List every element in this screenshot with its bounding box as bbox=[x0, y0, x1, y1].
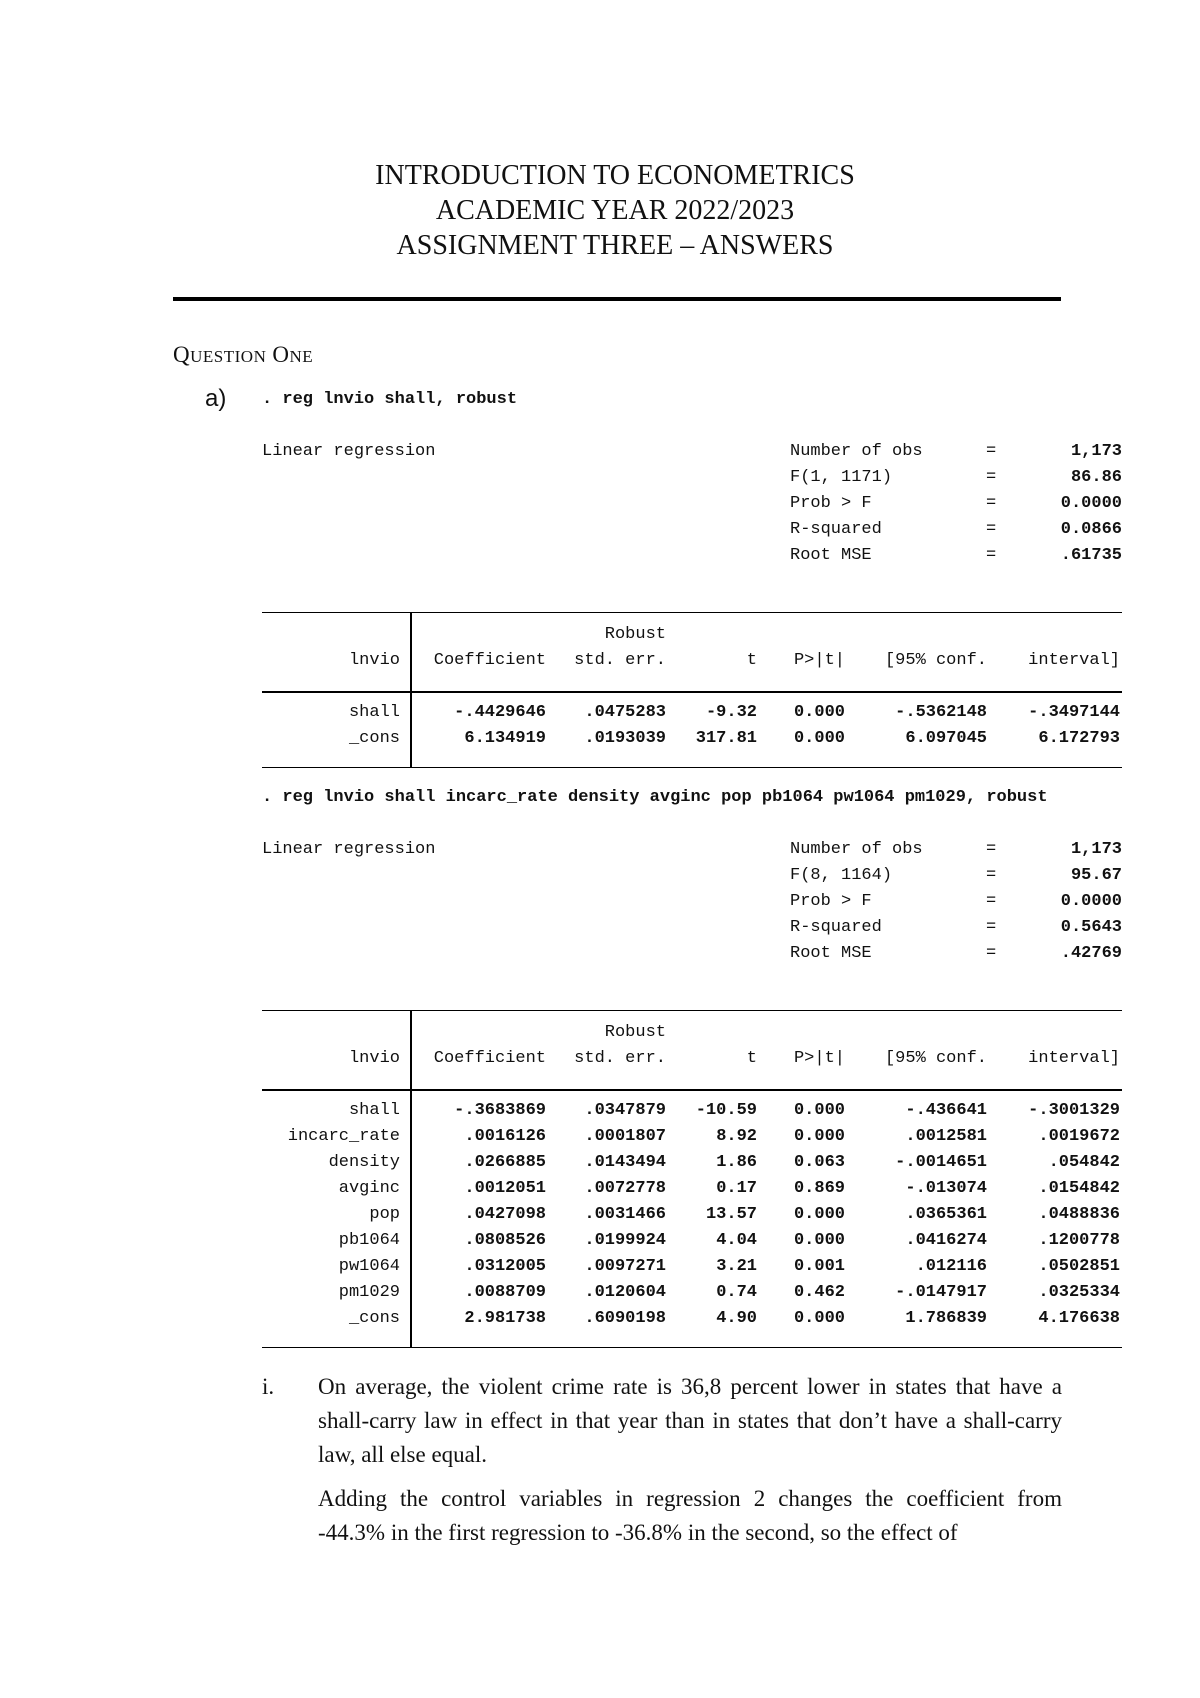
stat-row: Number of obs = 1,173 bbox=[790, 442, 1122, 461]
table-row: shall -.4429646 .0475283 -9.32 0.000 -.5362148 -.3497144 bbox=[348, 703, 1120, 722]
model-label: Linear regression bbox=[262, 840, 436, 859]
answer-paragraph: Adding the control variables in regression 2 changes the coefficient from -44.3% in the first regression to -36.8% in the second, so the effect of bbox=[318, 1486, 1062, 1545]
course-title: INTRODUCTION TO ECONOMETRICS bbox=[375, 160, 855, 191]
table-row: avginc .0012051 .0072778 0.17 0.869 -.013074 .0154842 bbox=[338, 1179, 1120, 1198]
table-header-row: Robust bbox=[604, 1023, 666, 1042]
question-heading: QUESTION ONE bbox=[173, 342, 314, 367]
table-header-row: lnvio Coefficient std. err. t P>|t| [95% conf. interval] bbox=[348, 1049, 1120, 1068]
stat-row: R-squared = 0.0866 bbox=[790, 520, 1122, 539]
table-row: density .0266885 .0143494 1.86 0.063 -.0014651 .054842 bbox=[328, 1153, 1120, 1172]
answer-item bbox=[262, 1370, 1062, 1550]
table-row: shall -.3683869 .0347879 -10.59 0.000 -.436641 -.3001329 bbox=[348, 1101, 1120, 1120]
stat-row: Prob > F = 0.0000 bbox=[790, 892, 1122, 911]
table-row: pb1064 .0808526 .0199924 4.04 0.000 .0416274 .1200778 bbox=[338, 1231, 1120, 1250]
answer-list bbox=[262, 1370, 1062, 1560]
stat-row: R-squared = 0.5643 bbox=[790, 918, 1122, 937]
regression-table bbox=[262, 612, 1122, 768]
table-row: incarc_rate .0016126 .0001807 8.92 0.000 .0012581 .0019672 bbox=[287, 1127, 1120, 1146]
regression-command: . reg lnvio shall, robust bbox=[262, 390, 518, 409]
academic-year: ACADEMIC YEAR 2022/2023 bbox=[435, 195, 795, 226]
stat-row: Prob > F = 0.0000 bbox=[790, 494, 1122, 513]
table-header-row: Robust bbox=[604, 625, 666, 644]
stat-row: Number of obs = 1,173 bbox=[790, 840, 1122, 859]
title-divider bbox=[173, 297, 1061, 301]
table-row: pop .0427098 .0031466 13.57 0.000 .0365361 .0488836 bbox=[369, 1205, 1120, 1224]
table-divider bbox=[262, 691, 1122, 693]
table-row: pw1064 .0312005 .0097271 3.21 0.001 .012116 .0502851 bbox=[338, 1257, 1120, 1276]
model-stats bbox=[790, 442, 1122, 572]
stat-row: F(1, 1171) = 86.86 bbox=[790, 468, 1122, 487]
item-numeral: i. bbox=[262, 1374, 275, 1399]
answer-paragraph: On average, the violent crime rate is 36,8 percent lower in states that have a shall-carry law in effect in that year than in states that don’t have a shall-carry law, all else equal. bbox=[318, 1374, 1062, 1467]
model-stats bbox=[790, 840, 1122, 970]
stat-row: Root MSE = .61735 bbox=[790, 546, 1122, 565]
table-divider bbox=[262, 1089, 1122, 1091]
table-row: pm1029 .0088709 .0120604 0.74 0.462 -.0147917 .0325334 bbox=[338, 1283, 1120, 1302]
stat-row: Root MSE = .42769 bbox=[790, 944, 1122, 963]
part-label: a) bbox=[205, 385, 227, 412]
stat-row: F(8, 1164) = 95.67 bbox=[790, 866, 1122, 885]
assignment-title: ASSIGNMENT THREE – ANSWERS bbox=[396, 230, 834, 261]
regression-command: . reg lnvio shall incarc_rate density avginc pop pb1064 pw1064 pm1029, robust bbox=[262, 788, 1048, 807]
table-row: _cons 2.981738 .6090198 4.90 0.000 1.786839 4.176638 bbox=[348, 1309, 1120, 1328]
table-header-row: lnvio Coefficient std. err. t P>|t| [95% conf. interval] bbox=[348, 651, 1120, 670]
regression-table bbox=[262, 1010, 1122, 1348]
model-label: Linear regression bbox=[262, 442, 436, 461]
document-title bbox=[0, 158, 1200, 263]
table-row: _cons 6.134919 .0193039 317.81 0.000 6.097045 6.172793 bbox=[348, 729, 1120, 748]
